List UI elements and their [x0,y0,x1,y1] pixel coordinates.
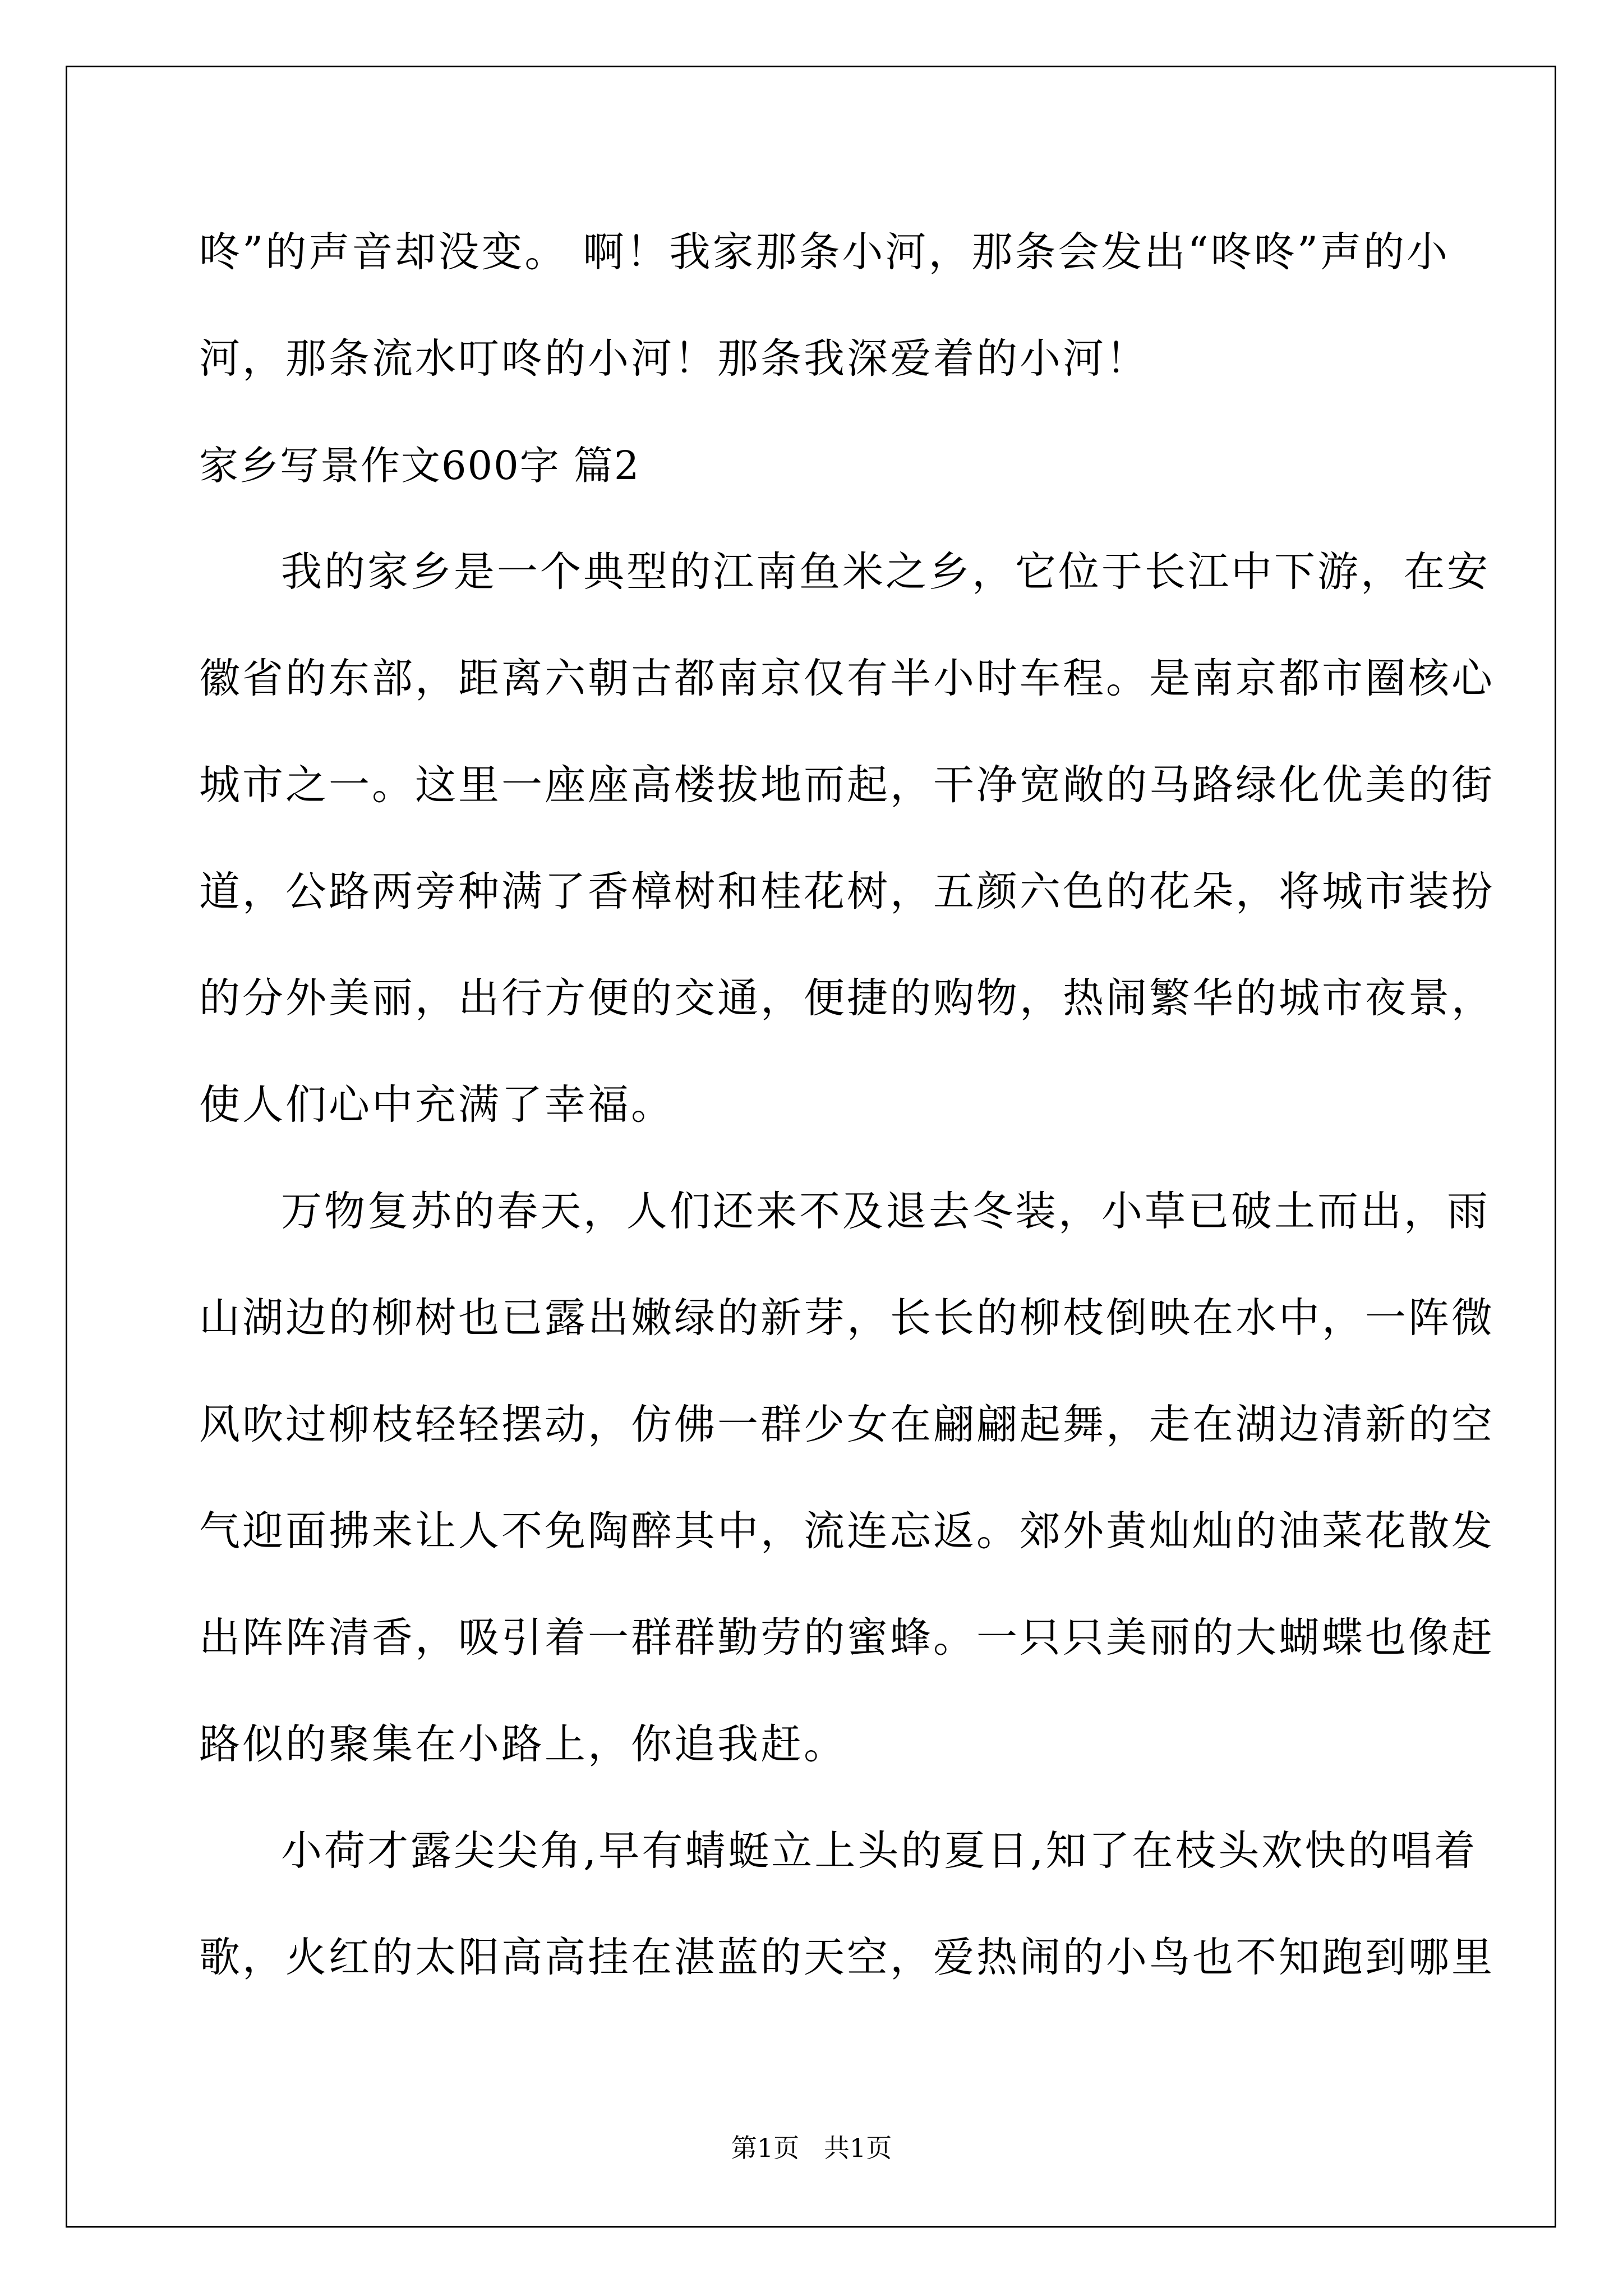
text-line: 河，那条流水叮咚的小河！那条我深爱着的小河！ [199,335,1149,383]
text-line: 万物复苏的春天，人们还来不及退去冬装，小草已破土而出，雨 [281,1188,1490,1235]
text-line: 道，公路两旁种满了香樟树和桂花树，五颜六色的花朵，将城市装扮 [199,868,1495,915]
text-line: 使人们心中充满了幸福。 [199,1081,674,1129]
text-line: 徽省的东部，距离六朝古都南京仅有半小时车程。是南京都市圈核心 [199,655,1495,702]
text-line: 城市之一。这里一座座高楼拔地而起，干净宽敞的马路绿化优美的街 [199,761,1495,809]
text-line: 的分外美丽，出行方便的交通，便捷的购物，热闹繁华的城市夜景， [199,974,1495,1022]
text-line: 歌，火红的太阳高高挂在湛蓝的天空，爱热闹的小鸟也不知跑到哪里 [199,1934,1495,1981]
text-line: 出阵阵清香，吸引着一群群勤劳的蜜蜂。一只只美丽的大蝴蝶也像赶 [199,1614,1495,1662]
text-line: 气迎面拂来让人不免陶醉其中，流连忘返。郊外黄灿灿的油菜花散发 [199,1507,1495,1555]
text-line: 小荷才露尖尖角,早有蜻蜓立上头的夏日,知了在枝头欢快的唱着 [281,1827,1478,1875]
text-line: 我的家乡是一个典型的江南鱼米之乡，它位于长江中下游，在安 [281,548,1490,596]
text-line: 风吹过柳枝轻轻摆动，仿佛一群少女在翩翩起舞，走在湖边清新的空 [199,1401,1495,1448]
text-line: 咚”的声音却没变。 啊！我家那条小河，那条会发出“咚咚”声的小 [199,228,1450,276]
text-line: 山湖边的柳树也已露出嫩绿的新芽，长长的柳枝倒映在水中，一阵微 [199,1294,1495,1342]
text-line: 路似的聚集在小路上，你追我赶。 [199,1720,847,1768]
section-heading: 家乡写景作文600字 篇2 [199,443,640,489]
document-body [199,199,1495,2011]
page-footer: 第1页 共1页 [731,2133,892,2163]
